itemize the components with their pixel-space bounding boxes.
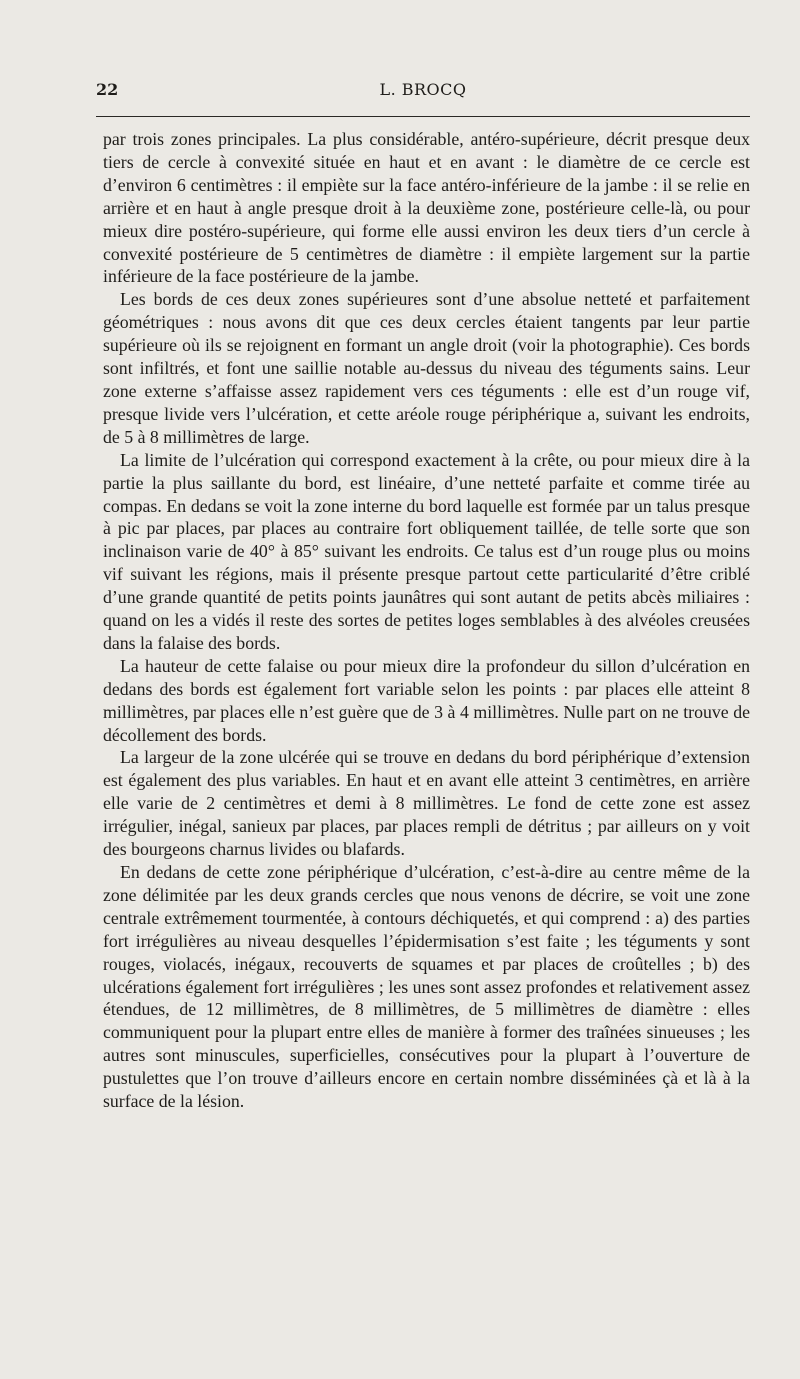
- paragraph: par trois zones principales. La plus considérable, antéro-supérieure, décrit presque deux tiers de cercle à convexité située en haut et en avant : le diamètre de ce cercle est d’environ 6 centimètres : il empiète sur la face antéro-inférieure de la jambe : il se relie en arrière et en haut à angle presque droit à la deuxième zone, postérieure celle-là, ou pour mieux dire postéro-supérieure, qui forme elle aussi environ les deux tiers d’un cercle à convexité postérieure de 5 centimètres de diamètre : il empiète largement sur la partie inférieure de la face postérieure de la jambe.: [103, 129, 750, 287]
- page-number: 22: [96, 80, 119, 99]
- paragraph: En dedans de cette zone périphérique d’ulcération, c’est-à-dire au centre même de la zone délimitée par les deux grands cercles que nous venons de décrire, se voit une zone centrale extrêmement tourmentée, à contours déchiquetés, et qui comprend : a) des parties fort irrégulières au niveau desquelles l’épidermisation s’est faite ; les téguments y sont rouges, violacés, inégaux, recouverts de squames et par places de croûtelles ; b) des ulcérations également fort irrégulières ; les unes sont assez profondes et relativement assez étendues, de 12 millimètres, de 8 millimètres, de 5 millimètres de diamètre : elles communiquent pour la plupart entre elles de manière à former des traînées sinueuses ; les autres sont minuscules, superficielles, consécutives pour la plupart à l’ouverture de pustulettes que l’on trouve d’ailleurs encore en certain nombre disséminées çà et là à la surface de la lésion.: [103, 862, 750, 1112]
- header-rule: [96, 116, 750, 117]
- page-header: [96, 80, 750, 108]
- paragraph: La hauteur de cette falaise ou pour mieux dire la profondeur du sillon d’ulcération en dedans des bords est également fort variable selon les points : par places elle atteint 8 millimètres, par places elle n’est guère que de 3 à 4 millimètres. Nulle part on ne trouve de décollement des bords.: [103, 655, 750, 745]
- running-head: L. BROCQ: [379, 80, 467, 99]
- body-text: [103, 128, 750, 1113]
- paragraph: Les bords de ces deux zones supérieures sont d’une absolue netteté et parfaitement géométriques : nous avons dit que ces deux cercles étaient tangents par leur partie supérieure où ils se rejoignent en formant un angle droit (voir la photographie). Ces bords sont infiltrés, et font une saillie notable au-dessus du niveau des téguments sains. Leur zone externe s’affaisse assez rapidement vers ces téguments : elle est d’un rouge vif, presque livide vers l’ulcération, et cette aréole rouge périphérique a, suivant les endroits, de 5 à 8 millimètres de large.: [103, 289, 750, 447]
- paragraph: La limite de l’ulcération qui correspond exactement à la crête, ou pour mieux dire à la partie la plus saillante du bord, est linéaire, d’une netteté parfaite et comme tirée au compas. En dedans se voit la zone interne du bord laquelle est formée par un talus presque à pic par places, par places au contraire fort obliquement taillée, de telle sorte que son inclinaison varie de 40° à 85° suivant les endroits. Ce talus est d’un rouge plus ou moins vif suivant les régions, mais il présente presque partout cette particularité d’être criblé d’une grande quantité de petits points jaunâtres qui sont autant de petits abcès miliaires : quand on les a vidés il reste des sortes de petites loges semblables à des alvéoles creusées dans la falaise des bords.: [103, 449, 750, 653]
- paragraph: La largeur de la zone ulcérée qui se trouve en dedans du bord périphérique d’extension est également des plus variables. En haut et en avant elle atteint 3 centimètres, en arrière elle varie de 2 centimètres et demi à 8 millimètres. Le fond de cette zone est assez irrégulier, inégal, sanieux par places, par places rempli de détritus ; par ailleurs on y voit des bourgeons charnus livides ou blafards.: [103, 747, 750, 860]
